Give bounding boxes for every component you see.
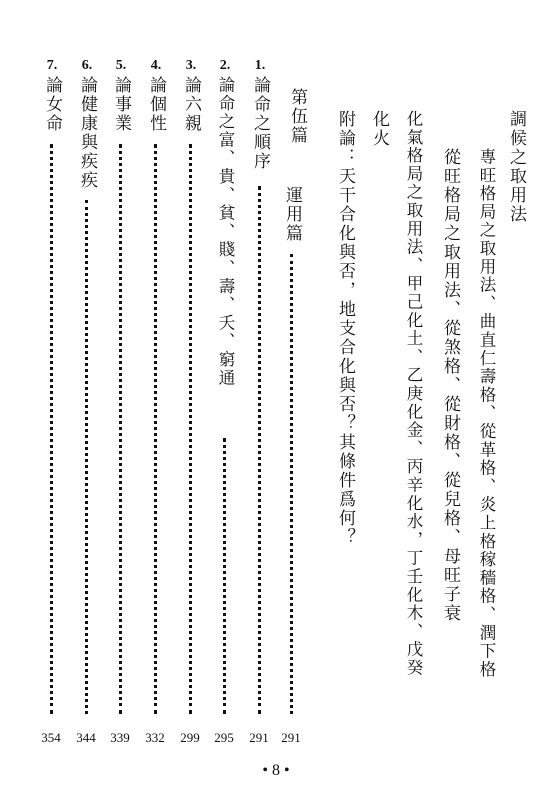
page-number: 344 (76, 730, 96, 745)
entry-huahuo: 化火 (369, 110, 389, 148)
page-number: 291 (281, 730, 301, 745)
leader-dots (85, 200, 88, 714)
item-number: 5. (115, 58, 127, 73)
page-folio: • 8 • (262, 762, 290, 779)
entry-item4: 論個性 (146, 76, 166, 133)
item-number: 6. (81, 58, 93, 73)
page-number: 332 (145, 730, 165, 745)
leader-dots (258, 186, 261, 714)
entry-item7: 論女命 (42, 76, 62, 133)
chapter-heading: 第伍篇 (287, 88, 307, 145)
page-number: 339 (110, 730, 130, 745)
entry-item6: 論健康與疾疾 (77, 76, 97, 190)
entry-yunyong: 運用篇 (282, 186, 302, 243)
leader-dots (119, 144, 122, 714)
leader-dots (290, 254, 293, 714)
entry-item5: 論事業 (111, 76, 131, 133)
entry-item2: 論命之富、貴、貧、賤、壽、夭、窮通 (216, 76, 235, 388)
item-number: 7. (46, 58, 58, 73)
item-number: 1. (254, 58, 266, 73)
page-number: 299 (180, 730, 200, 745)
page-number: 295 (214, 730, 234, 745)
leader-dots (50, 144, 53, 714)
item-number: 4. (150, 58, 162, 73)
entry-huaqi: 化氣格局之取用法、甲己化土、乙庚化金、丙辛化水，丁壬化木、戊癸 (404, 110, 423, 678)
item-number: 3. (185, 58, 197, 73)
entry-zhuanwang: 專旺格局之取用法、曲直仁壽格、從革格、炎上格稼穡格、潤下格 (477, 148, 496, 679)
page-number: 291 (249, 730, 269, 745)
entry-fulun: 附論：天干合化與否，地支合化與否？其條件爲何？ (335, 110, 355, 547)
entry-item1: 論命之順序 (250, 76, 270, 171)
entry-congwang: 從旺格局之取用法、從煞格、從財格、從兒格、母旺子衰 (440, 148, 460, 623)
item-number: 2. (219, 58, 231, 73)
page-number: 354 (41, 730, 61, 745)
leader-dots (223, 438, 226, 714)
entry-item3: 論六親 (181, 76, 201, 133)
entry-tiaohou: 調候之取用法 (506, 110, 526, 224)
leader-dots (189, 144, 192, 714)
leader-dots (154, 144, 157, 714)
